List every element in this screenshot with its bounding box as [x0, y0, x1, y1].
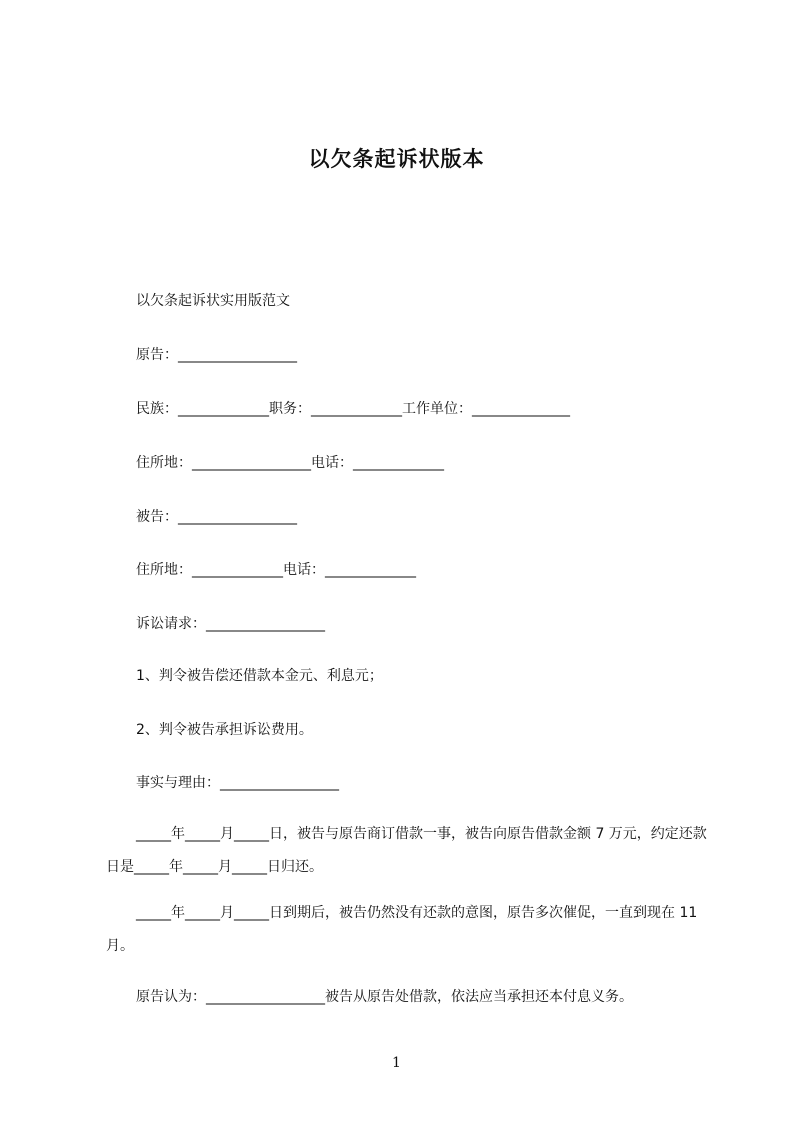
claims-heading: 诉讼请求：_________________ — [136, 616, 325, 632]
defendant-line: 被告：_________________ — [136, 509, 297, 525]
fact-paragraph-3: 原告认为：_________________被告从原告处借款，依法应当承担还本付息义务。 — [136, 989, 633, 1005]
fact-paragraph-1: _____年_____月_____日，被告与原告商订借款一事，被告向原告借款金额 7 万元，约定还款日是_____年_____月_____日归还。 — [106, 826, 707, 875]
fact-paragraph-2: _____年_____月_____日到期后，被告仍然没有还款的意图，原告多次催促，一直到现在 11 月。 — [106, 905, 698, 954]
plaintiff-line: 原告：_________________ — [136, 347, 297, 363]
facts-heading: 事实与理由：_________________ — [136, 775, 339, 791]
plaintiff-address-line: 住所地：_________________电话：_____________ — [136, 455, 444, 471]
claim-item-1: 1、判令被告偿还借款本金元、利息元； — [136, 668, 383, 684]
document-subtitle: 以欠条起诉状实用版范文 — [136, 293, 290, 309]
plaintiff-details-line: 民族：_____________职务：_____________工作单位：______________ — [136, 401, 570, 417]
document-title: 以欠条起诉状版本 — [308, 147, 485, 171]
defendant-address-line: 住所地：_____________电话：_____________ — [136, 562, 416, 578]
claim-item-2: 2、判令被告承担诉讼费用。 — [136, 722, 313, 738]
page-number: 1 — [392, 1055, 401, 1071]
